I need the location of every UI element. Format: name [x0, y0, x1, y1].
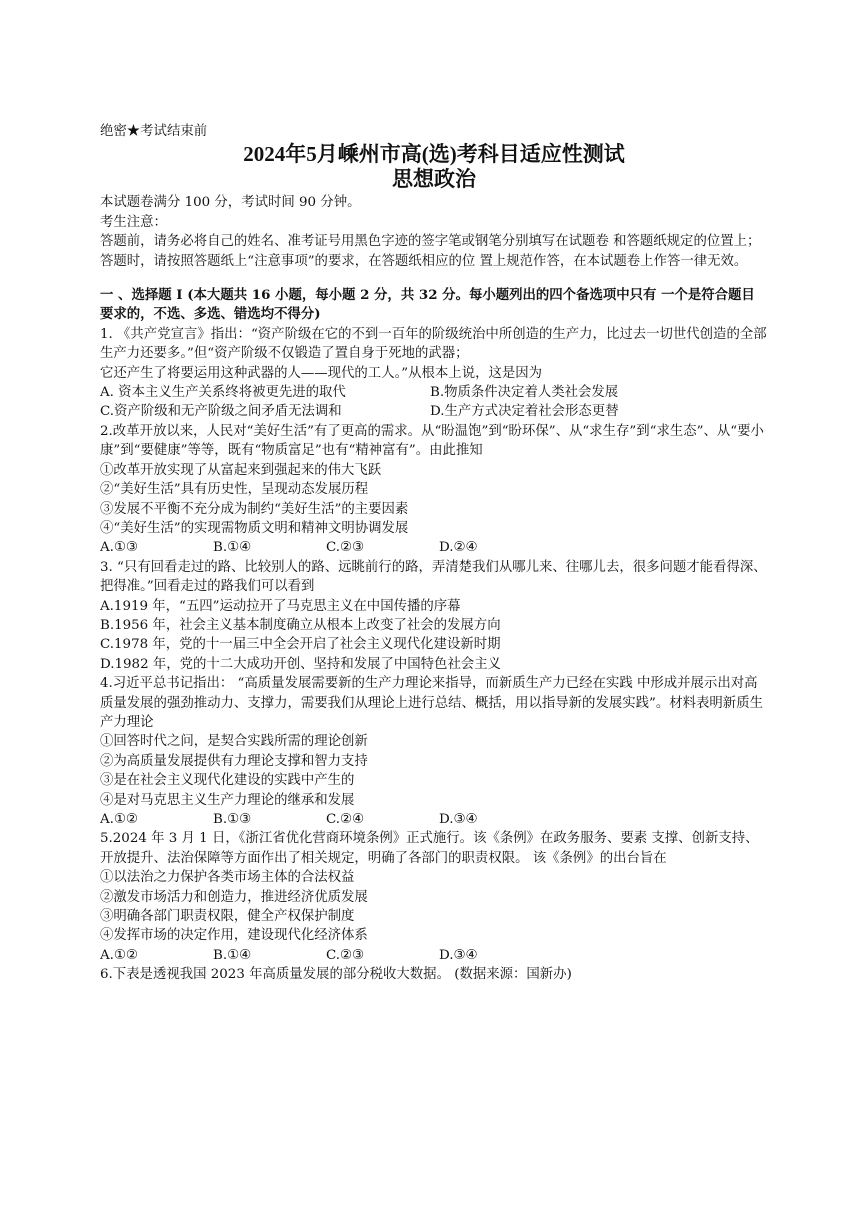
question-4-option-a: A.①② [100, 812, 138, 827]
question-2-statement-2: ②“美好生活”具有历史性，呈现动态发展历程 [100, 482, 369, 498]
question-5-statement-3: ③明确各部门职责权限，健全产权保护制度 [100, 909, 355, 925]
question-2-options [100, 538, 768, 557]
subject-title: 思想政治 [392, 167, 476, 192]
question-5-statement-1: ①以法治之力保护各类市场主体的合法权益 [100, 870, 355, 886]
question-3-option-c: C.1978 年，党的十一届三中全会开启了社会主义现代化建设新时期 [100, 637, 501, 653]
question-3-option-d: D.1982 年，党的十二大成功开创、坚持和发展了中国特色社会主义 [100, 656, 502, 672]
intro-notice-label: 考生注意： [100, 214, 167, 230]
question-1-option-c: C.资产阶级和无产阶级之间矛盾无法调和 [100, 404, 342, 420]
question-5-option-d: D.③④ [439, 947, 478, 963]
question-5-statement-4: ④发挥市场的决定作用，建设现代化经济体系 [100, 928, 368, 944]
exam-title: 2024年5月嵊州市高(选)考科目适应性测试 [243, 142, 625, 167]
question-2-option-d: D.②④ [439, 540, 478, 556]
question-1-option-b: B.物质条件决定着人类社会发展 [430, 385, 619, 401]
question-1-options-row1 [100, 383, 768, 402]
question-4-options [100, 810, 768, 829]
question-4-option-d: D.③④ [439, 812, 478, 827]
exam-page [100, 122, 768, 985]
question-2-option-a: A.①③ [100, 540, 138, 556]
confidential-mark: 绝密★考试结束前 [100, 124, 208, 139]
question-1-option-d: D.生产方式决定着社会形态更替 [430, 404, 619, 420]
question-4-statement-4: ④是对马克思主义生产力理论的继承和发展 [100, 792, 355, 808]
question-3-stem: 3. “只有回看走过的路、比较别人的路、远眺前行的路，弄清楚我们从哪儿来、往哪儿去，很多问题才能看得深、把得准。”回看走过的路我们可以看到 [100, 559, 767, 595]
question-2-option-c: C.②③ [326, 540, 365, 556]
question-1-stem: 1. 《共产党宣言》指出：“资产阶级在它的不到一百年的阶级统治中所创造的生产力，比过去一切世代创造的全部生产力还要多。”但“资产阶级不仅锻造了置自身于死地的武器； [100, 326, 767, 362]
question-4-statement-2: ②为高质量发展提供有力理论支撑和智力支持 [100, 753, 368, 769]
question-1-option-a: A. 资本主义生产关系终将被更先进的取代 [100, 385, 346, 401]
intro-score-time: 本试题卷满分 100 分，考试时间 90 分钟。 [100, 195, 361, 211]
question-5-statement-2: ②激发市场活力和创造力，推进经济优质发展 [100, 889, 368, 905]
question-2-statement-1: ①改革开放实现了从富起来到强起来的伟大飞跃 [100, 462, 382, 478]
section-heading: 一 、选择题 I (本大题共 16 小题，每小题 2 分，共 32 分。每小题列出的四个备选项中只有 一个是符合题目要求的，不选、多选、错选均不得分) [100, 287, 755, 323]
question-3-option-a: A.1919 年，“五四”运动拉开了马克思主义在中国传播的序幕 [100, 598, 461, 614]
question-1-stem-cont: 它还产生了将要运用这种武器的人——现代的工人。”从根本上说，这是因为 [100, 365, 543, 381]
question-4-stem: 4.习近平总书记指出： “高质量发展需要新的生产力理论来指导，而新质生产力已经在实践 中形成并展示出对高质量发展的强劲推动力、支撑力，需要我们从理论上进行总结、概括，用以指导新的发展实践”。材料表明新质生产力理论 [100, 676, 763, 730]
question-6-stem: 6.下表是透视我国 2023 年高质量发展的部分税收大数据。 (数据来源：国新办) [100, 967, 572, 983]
question-1-options-row2 [100, 402, 768, 421]
question-2-stem: 2.改革开放以来，人民对“美好生活”有了更高的需求。从“盼温饱”到“盼环保”、从“求生存”到“求生态”、从“要小康”到“要健康”等等，既有“物质富足”也有“精神富有”。由此推知 [100, 423, 764, 459]
question-2-statement-3: ③发展不平衡不充分成为制约“美好生活”的主要因素 [100, 501, 409, 517]
question-2-option-b: B.①④ [213, 540, 252, 556]
question-3-option-b: B.1956 年，社会主义基本制度确立从根本上改变了社会的发展方向 [100, 617, 501, 633]
intro-instructions: 答题前，请务必将自己的姓名、准考证号用黑色字迹的签字笔或钢笔分别填写在试题卷 和答题纸规定的位置上；答题时，请按照答题纸上“注意事项”的要求，在答题纸相应的位 置上规范作答，在本试题卷上作答一律无效。 [100, 234, 761, 269]
question-4-statement-1: ①回答时代之问，是契合实践所需的理论创新 [100, 734, 368, 750]
question-5-stem: 5.2024 年 3 月 1 日，《浙江省优化营商环境条例》正式施行。该《条例》在政务服务、要素 支撑、创新支持、开放提升、法治保障等方面作出了相关规定，明确了各部门的职责权限。 该《条例》的出台旨在 [100, 831, 759, 866]
question-4-statement-3: ③是在社会主义现代化建设的实践中产生的 [100, 773, 355, 789]
question-4-option-c: C.②④ [326, 812, 365, 827]
question-2-statement-4: ④“美好生活”的实现需物质文明和精神文明协调发展 [100, 520, 409, 536]
question-4-option-b: B.①③ [213, 812, 252, 827]
question-5-option-b: B.①④ [213, 947, 252, 963]
question-5-option-c: C.②③ [326, 947, 365, 963]
question-5-options [100, 946, 768, 965]
question-5-option-a: A.①② [100, 947, 138, 963]
